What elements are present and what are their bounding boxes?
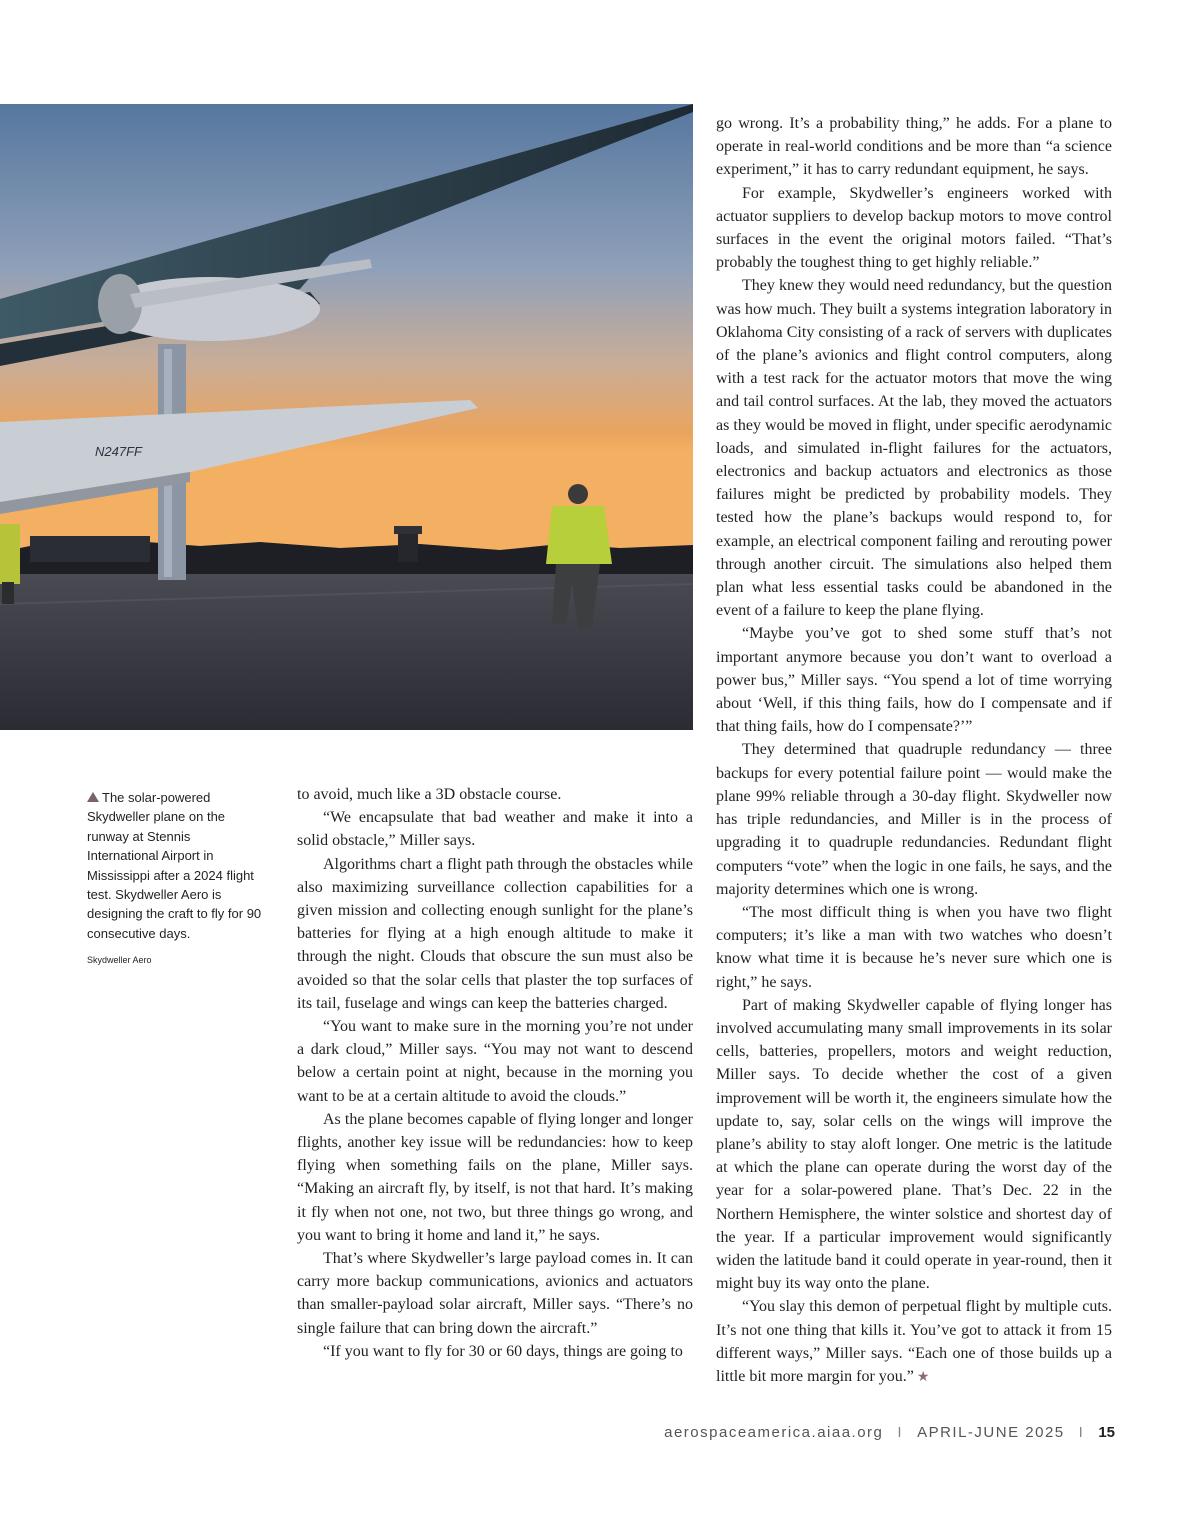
- article-column-middle: [297, 783, 693, 1363]
- caption-triangle-icon: [87, 792, 99, 802]
- paragraph: “Maybe you’ve got to shed some stuff that’s not important anymore because you don’t want to overload a power bus,” Miller says. “You spend a lot of time worrying about ‘Well, if this thing fails, how do I compensate and if that thing fails, how do I compensate?’”: [716, 625, 1112, 736]
- footer-separator: I: [1078, 1424, 1085, 1441]
- paragraph: “We encapsulate that bad weather and make it into a solid obstacle,” Miller says.: [297, 809, 693, 850]
- paragraph: Part of making Skydweller capable of flying longer has involved accumulating many small improvements in its solar cells, batteries, propellers, motors and weight reduction, Miller says. To decide whether the cost of a given improvement will be worth it, the engineers simulate how the update to, say, solar cells on the wings will improve the plane’s ability to stay aloft longer. One metric is the latitude at which the plane can operate during the worst day of the year for a solar-powered plane. That’s Dec. 22 in the Northern Hemisphere, the winter solstice and shortest day of the year. If a particular improvement would significantly widen the latitude band it could operate in year-round, then it might buy its way onto the plane.: [716, 996, 1112, 1293]
- paragraph: “You want to make sure in the morning you’re not under a dark cloud,” Miller says. “You may not want to descend below a certain point at night, because in the morning you want to be at a certain altitude to avoid the clouds.”: [297, 1018, 693, 1105]
- paragraph-final-text: “You slay this demon of perpetual flight by multiple cuts. It’s not one thing that kills it. You’ve got to attack it from 15 different ways,” Miller says. “Each one of those builds up a little bit more margin for you.”: [716, 1298, 1112, 1385]
- paragraph: For example, Skydweller’s engineers worked with actuator suppliers to develop backup motors to move control surfaces in the event the original motors failed. “That’s probably the toughest thing to get highly reliable.”: [716, 184, 1112, 272]
- photo-caption: [87, 788, 262, 943]
- footer-website: aerospaceamerica.aiaa.org: [664, 1424, 884, 1441]
- page-footer: [664, 1424, 1115, 1441]
- paragraph: “If you want to fly for 30 or 60 days, things are going to: [323, 1342, 683, 1360]
- caption-text: The solar-powered Skydweller plane on the runway at Stennis International Airport in Mississippi after a 2024 flight test. Skydweller Aero is designing the craft to fly for 90 consecutive days.: [87, 790, 262, 941]
- paragraph: They determined that quadruple redundancy — three backups for every potential failure point — would make the plane 99% reliable through a 30-day flight. Skydweller now has triple redundancies, and Miller is in the process of upgrading it to quadruple redundancies. Redundant flight computers “vote” when the logic in one fails, he says, and the majority determines which one is wrong.: [716, 741, 1112, 898]
- photo-credit: Skydweller Aero: [87, 955, 152, 965]
- page-number: 15: [1098, 1424, 1115, 1441]
- tail-number: N247FF: [95, 444, 142, 459]
- paragraph-final: [716, 1295, 1112, 1389]
- paragraph: Algorithms chart a flight path through the obstacles while also maximizing surveillance collection capabilities for a given mission and collecting enough sunlight for the plane’s batteries for flying at a high enough altitude to make it through the night. Clouds that obscure the sun must also be avoided so that the solar cells that plaster the top surfaces of its tail, fuselage and wings can keep the batteries charged.: [297, 855, 693, 1012]
- article-column-right: [716, 112, 1112, 1389]
- paragraph: to avoid, much like a 3D obstacle course.: [297, 786, 562, 803]
- paragraph: They knew they would need redundancy, but the question was how much. They built a systems integration laboratory in Oklahoma City consisting of a rack of servers with duplicates of the plane’s avionics and flight control computers, along with a test rack for the actuator motors that move the wing and tail control surfaces. At the lab, they moved the actuators as they would be moved in flight, under specific aerodynamic loads, and simulated in-flight failures for the actuators, electronics and backup actuators and electronics as those failures might be predicted by probability models. They tested how the plane’s backups would respond to, for example, an electrical component failing and rerouting power through another circuit. The simulations also helped them plan what less essential tasks could be abandoned in the event of a failure to keep the plane flying.: [716, 277, 1112, 620]
- paragraph: “The most difficult thing is when you have two flight computers; it’s like a man with two watches who doesn’t know what time it is because he’s never sure which one is right,” he says.: [716, 903, 1112, 991]
- paragraph: That’s where Skydweller’s large payload comes in. It can carry more backup communications, avionics and actuators than smaller-payload solar aircraft, Miller says. “There’s no single failure that can bring down the aircraft.”: [297, 1250, 693, 1337]
- paragraph: go wrong. It’s a probability thing,” he adds. For a plane to operate in real-world conditions and be more than “a science experiment,” it has to carry redundant equipment, he says.: [716, 115, 1112, 179]
- skydweller-photo: [0, 104, 693, 730]
- hangar: [30, 536, 150, 562]
- footer-issue: APRIL-JUNE 2025: [917, 1424, 1065, 1441]
- photo-illustration: [0, 104, 693, 730]
- end-star-icon: ★: [916, 1369, 930, 1385]
- control-tower: [398, 530, 418, 562]
- paragraph: As the plane becomes capable of flying longer and longer flights, another key issue will be redundancies: how to keep flying when something fails on the plane, Miller says. “Making an aircraft fly, by itself, is not that hard. It’s making it fly when not one, not two, but three things go wrong, and you want to bring it home and land it,” he says.: [297, 1110, 693, 1244]
- footer-separator: I: [897, 1424, 904, 1441]
